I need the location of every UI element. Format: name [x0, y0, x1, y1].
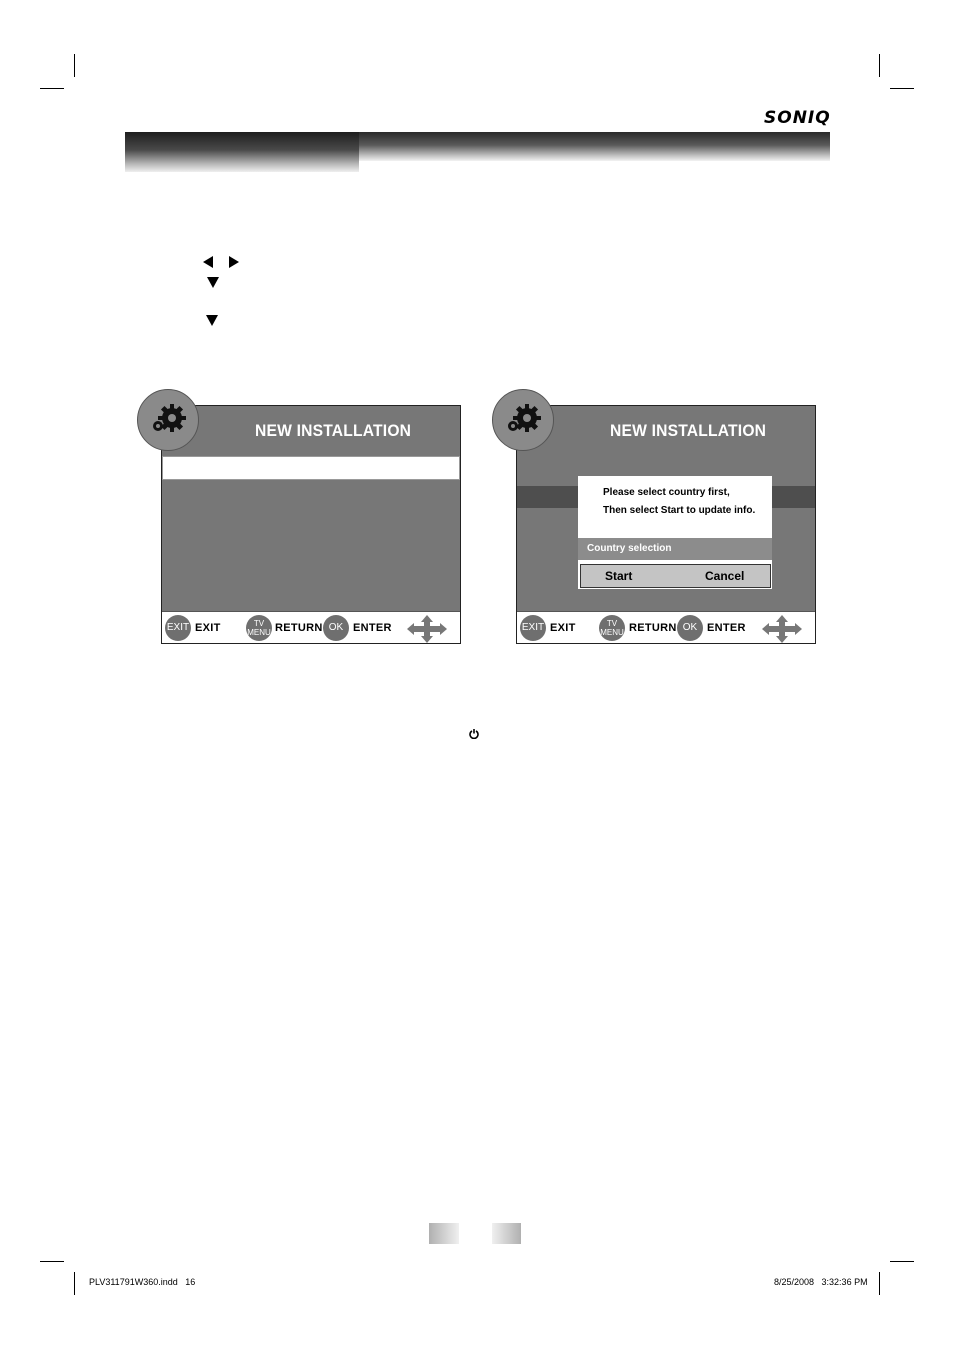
- dialog-button-row: [580, 564, 771, 588]
- section-header-strip: [359, 132, 830, 161]
- section-header-bar: [125, 132, 359, 172]
- exit-button[interactable]: EXIT: [165, 615, 191, 641]
- arrow-left-icon: [203, 256, 213, 268]
- arrow-down-icon: [206, 315, 218, 326]
- gear-icon: [493, 390, 553, 450]
- crop-mark: [40, 88, 64, 89]
- start-button[interactable]: Start: [605, 569, 633, 583]
- dialog-message-line2: Then select Start to update info.: [603, 505, 756, 516]
- ok-button[interactable]: OK: [677, 615, 703, 641]
- page-number-box-right: [492, 1223, 521, 1244]
- tv-menu-line1: TV: [253, 619, 265, 628]
- exit-label: EXIT: [195, 622, 221, 634]
- screen-title: NEW INSTALLATION: [610, 421, 767, 440]
- ok-button[interactable]: OK: [323, 615, 349, 641]
- arrow-down-icon: [207, 277, 219, 288]
- crop-mark: [74, 1272, 75, 1295]
- osd-screen-new-installation-dialog: [516, 405, 816, 644]
- highlighted-row[interactable]: [162, 456, 460, 480]
- crop-mark: [879, 54, 880, 77]
- return-label: RETURN: [629, 622, 677, 634]
- settings-badge: [492, 389, 554, 451]
- settings-badge: [137, 389, 199, 451]
- tv-menu-line1: TV: [606, 619, 618, 628]
- nav-arrows-icon: [405, 615, 449, 643]
- footer-file-name: PLV311791W360.indd 16: [89, 1277, 196, 1287]
- arrow-right-icon: [229, 256, 239, 268]
- country-selection-label: Country selection: [587, 543, 672, 554]
- enter-label: ENTER: [353, 622, 392, 634]
- crop-mark: [890, 88, 914, 89]
- enter-label: ENTER: [707, 622, 746, 634]
- screen-title: NEW INSTALLATION: [255, 421, 412, 440]
- return-label: RETURN: [275, 622, 323, 634]
- footer-date-time: 8/25/2008 3:32:36 PM: [774, 1277, 868, 1287]
- osd-bottom-bar: [162, 611, 460, 643]
- tv-menu-button[interactable]: [599, 615, 625, 641]
- crop-mark: [74, 54, 75, 77]
- exit-button[interactable]: EXIT: [520, 615, 546, 641]
- exit-label: EXIT: [550, 622, 576, 634]
- power-icon: [469, 728, 479, 739]
- cancel-button[interactable]: Cancel: [705, 569, 745, 583]
- osd-bottom-bar: [517, 611, 815, 643]
- crop-mark: [879, 1272, 880, 1295]
- confirm-dialog: [578, 476, 772, 589]
- gear-icon: [138, 390, 198, 450]
- tv-menu-line2: MENU: [600, 628, 624, 637]
- crop-mark: [890, 1261, 914, 1262]
- tv-menu-line2: MENU: [247, 628, 271, 637]
- crop-mark: [40, 1261, 64, 1262]
- dialog-message-line1: Please select country first,: [603, 487, 730, 498]
- nav-arrows-icon: [760, 615, 804, 643]
- tv-menu-button[interactable]: [246, 615, 272, 641]
- page-number-box-left: [429, 1223, 459, 1244]
- osd-screen-new-installation: [161, 405, 461, 644]
- brand-logo: SONIQ: [764, 108, 831, 128]
- country-selection-row[interactable]: [578, 538, 772, 560]
